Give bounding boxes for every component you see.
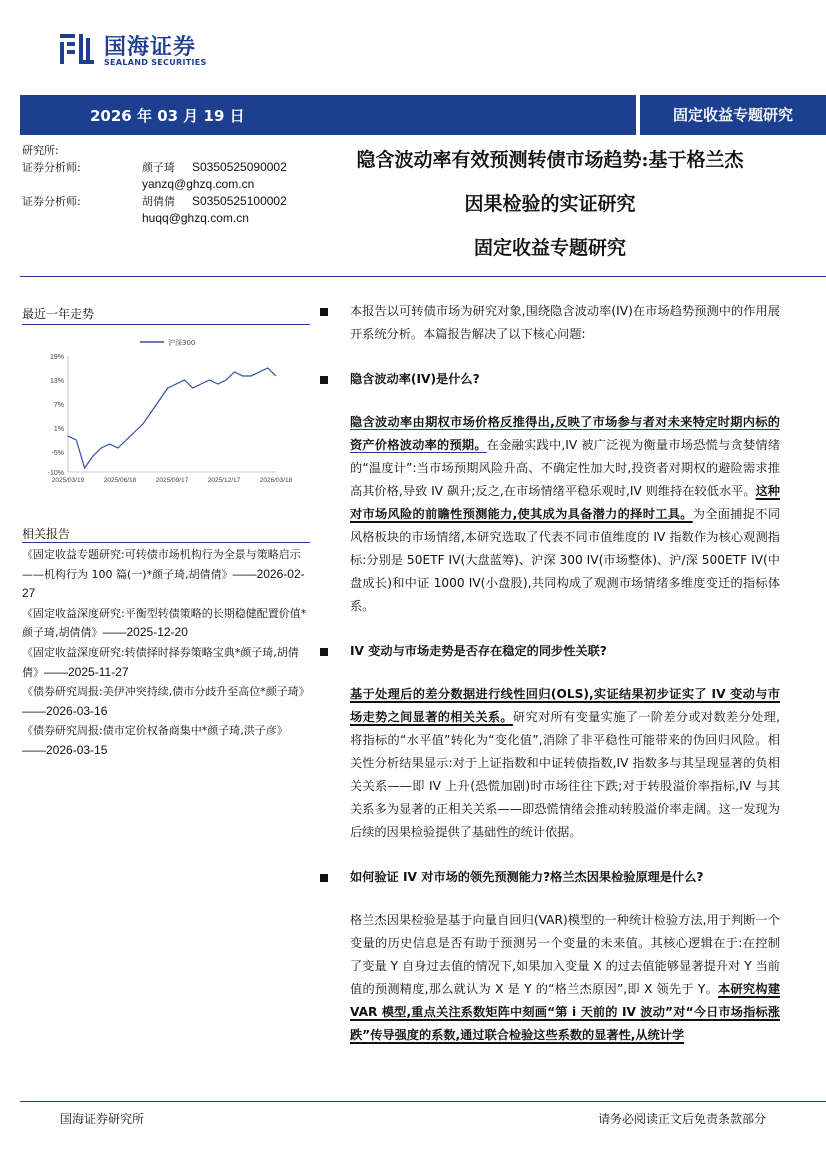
y-tick-label: -10% xyxy=(47,470,64,477)
intro-paragraph: 本报告以可转债市场为研究对象,围绕隐含波动率(IV)在市场趋势预测中的作用展开系统分析。本篇报告解决了以下核心问题: xyxy=(350,304,780,341)
answer-3-bold: 本研究构建 VAR 模型,重点关注系数矩阵中刻画“第 i 天前的 IV 波动”对“今日市场指标涨跌”传导强度的系数,通过联合检验这些系数的显著性,从统计学 xyxy=(350,982,781,1042)
header-banner xyxy=(20,95,826,135)
logo-english-text: SEALAND SECURITIES xyxy=(104,58,207,67)
answer-1 xyxy=(320,411,780,618)
analyst-name: 颜子琦 xyxy=(142,161,175,174)
answer-2 xyxy=(320,683,780,844)
title-line-1: 隐含波动率有效预测转债市场趋势:基于格兰杰 xyxy=(356,149,744,171)
x-tick-label: 2026/03/18 xyxy=(259,477,293,484)
related-report-title: 《债券研究周报:债市定价权备商集中*颜子琦,洪子彦》 xyxy=(22,724,288,738)
y-tick-label: 7% xyxy=(53,402,64,409)
answer-1-bold-2: 这种对市场风险的前瞻性预测能力,使其成为具备潜力的择时工具。 xyxy=(350,484,780,521)
report-date: 2026 年 03 月 19 日 xyxy=(90,107,245,125)
analyst-info xyxy=(22,142,312,227)
related-report-title: 《债券研究周报:美伊冲突持续,债市分歧升至高位*颜子琦》 xyxy=(22,685,310,699)
x-tick-label: 2025/12/17 xyxy=(207,477,241,484)
footer-divider xyxy=(20,1101,826,1102)
series-line-hs300 xyxy=(68,368,276,468)
x-tick-label: 2025/09/17 xyxy=(155,477,189,484)
bullet-square-icon xyxy=(320,874,328,882)
analyst-role: 证券分析师: xyxy=(22,195,81,208)
title-line-2: 因果检验的实证研究 xyxy=(464,193,636,215)
title-line-3: 固定收益专题研究 xyxy=(473,237,626,259)
y-tick-label: 19% xyxy=(49,354,64,361)
related-report-title: 《固定收益专题研究:可转债市场机构行为全景与策略启示——机构行为 100 篇(一)*颜子琦,胡倩倩》 xyxy=(22,548,301,581)
main-body xyxy=(320,300,780,1047)
related-report-date: ——2026-03-16 xyxy=(22,703,108,718)
trend-chart xyxy=(28,332,308,492)
answer-1-bold: 隐含波动率由期权市场价格反推得出,反映了市场参与者对未来特定时期内标的资产价格波动率的预期。 xyxy=(350,415,780,452)
related-report-date: ——2026-03-15 xyxy=(22,742,108,757)
related-report-item[interactable] xyxy=(22,643,310,682)
title-divider xyxy=(20,276,826,277)
trend-heading: 最近一年走势 xyxy=(22,307,95,321)
answer-2-text: 研究对所有变量实施了一阶差分或对数差分处理,将指标的“水平值”转化为“变化值”,消除了非平稳性可能带来的伪回归风险。相关性分析结果显示:对于上证指数和中证转债指数,IV 指数多与其呈现显著的负相关关系——即 IV 上升(恐慌加剧)时市场往往下跌;对于转股溢价率指标,IV 与其关系多为显著的正相关关系——即恐慌情绪会推动转股溢价率走阔。这一发现为后续的因果检验提供了基础性的统计依据。 xyxy=(350,710,781,839)
analyst-email[interactable]: yanzq@ghzq.com.cn xyxy=(142,177,255,191)
bullet-square-icon xyxy=(320,308,328,316)
question-2: IV 变动与市场走势是否存在稳定的同步性关联? xyxy=(350,644,607,658)
related-divider xyxy=(22,542,310,543)
y-tick-label: 1% xyxy=(53,426,64,433)
related-report-item[interactable] xyxy=(22,545,310,604)
answer-2-bold: 基于处理后的差分数据进行线性回归(OLS),实证结果初步证实了 IV 变动与市场走势之间显著的相关关系。 xyxy=(350,687,780,724)
answer-3 xyxy=(320,909,780,1047)
related-report-date: ——2026-02-27 xyxy=(22,566,305,601)
report-type-tag: 固定收益专题研究 xyxy=(640,95,826,135)
institute-label: 研究所: xyxy=(22,144,59,157)
footer-institute: 国海证券研究所 xyxy=(60,1112,145,1126)
trend-divider xyxy=(22,324,310,325)
answer-1-text-2: 为全面捕捉不同风格板块的市场情绪,本研究选取了代表不同市值维度的 IV 指数作为核心观测指标:分别是 50ETF IV(大盘蓝筹)、沪深 300 IV(市场整体)、沪/深 500ETF IV(中盘成长)和中证 1000 IV(小盘股),共同构成了观测市场情绪多维度变迁的指标体系。 xyxy=(350,507,781,613)
sealand-logo-icon xyxy=(58,30,96,68)
question-1: 隐含波动率(IV)是什么? xyxy=(350,372,480,386)
x-tick-label: 2025/03/19 xyxy=(51,477,85,484)
bullet-square-icon xyxy=(320,376,328,384)
report-title xyxy=(300,145,800,263)
y-tick-label: 13% xyxy=(49,378,64,385)
footer-disclaimer: 请务必阅读正文后免责条款部分 xyxy=(597,1112,766,1126)
related-report-date: ——2025-11-27 xyxy=(44,664,129,679)
related-report-date: ——2025-12-20 xyxy=(102,625,188,640)
related-reports-list xyxy=(22,545,310,761)
related-report-title: 《固定收益深度研究:转债择时择券策略宝典*颜子琦,胡倩倩》 xyxy=(22,645,299,679)
question-3: 如何验证 IV 对市场的领先预测能力?格兰杰因果检验原理是什么? xyxy=(350,870,704,884)
legend-label: 沪深300 xyxy=(168,339,196,347)
logo-chinese-text: 国海证券 xyxy=(104,35,197,60)
answer-1-text: 在金融实践中,IV 被广泛视为衡量市场恐慌与贪婪情绪的“温度计”:当市场预期风险升高、不确定性加大时,投资者对期权的避险需求推高其价格,导致 IV 飙升;反之,在市场情绪平稳乐观时,IV 则维持在较低水平。 xyxy=(350,438,781,498)
answer-3-text: 格兰杰因果检验是基于向量自回归(VAR)模型的一种统计检验方法,用于判断一个变量的历史信息是否有助于预测另一个变量的未来值。其核心逻辑在于:在控制了变量 Y 自身过去值的情况下,如果加入变量 X 的过去值能够显著提升对 Y 当前值的预测精度,那么就认为 X 是 Y 的“格兰杰原因”,即 X 领先于 Y。 xyxy=(350,913,780,996)
y-tick-label: -5% xyxy=(51,450,64,457)
analyst-cert: S0350525100002 xyxy=(192,194,287,208)
related-report-item[interactable] xyxy=(22,682,310,721)
related-report-item[interactable] xyxy=(22,604,310,643)
company-logo xyxy=(58,28,218,72)
analyst-role: 证券分析师: xyxy=(22,161,81,174)
bullet-square-icon xyxy=(320,648,328,656)
analyst-name: 胡倩倩 xyxy=(142,195,175,208)
analyst-email[interactable]: huqq@ghzq.com.cn xyxy=(142,211,249,225)
related-report-item[interactable] xyxy=(22,721,310,760)
analyst-cert: S0350525090002 xyxy=(192,160,287,174)
trend-chart-svg xyxy=(28,332,308,492)
x-tick-label: 2025/06/18 xyxy=(103,477,137,484)
related-heading: 相关报告 xyxy=(22,527,71,541)
related-report-title: 《固定收益深度研究:平衡型转债策略的长期稳健配置价值*颜子琦,胡倩倩》 xyxy=(22,606,307,640)
